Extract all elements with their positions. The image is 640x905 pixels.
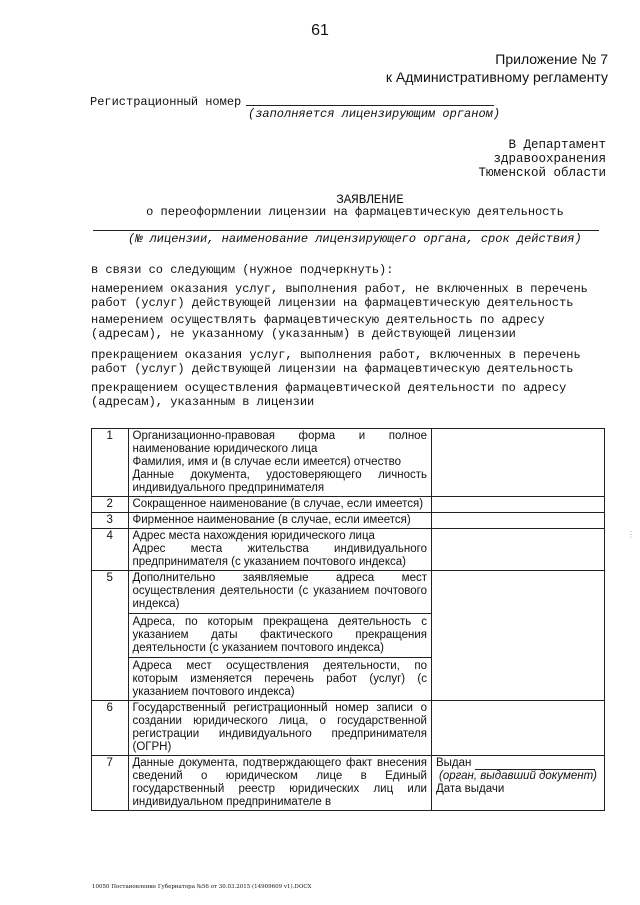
row7-description: Данные документа, подтверждающего факт внесения сведений о юридическом лице в Единый государственный реестр юридических лиц или индивидуальном предпринимателе в — [128, 756, 431, 811]
row5-c: Адреса мест осуществления деятельности, по которым изменяется перечень работ (услуг) (с указанием почтового индекса) — [129, 657, 431, 699]
addressee-line-1: В Департамент — [508, 138, 606, 152]
row-number: 5 — [92, 571, 129, 701]
document-subtitle: о переоформлении лицензии на фармацевтическую деятельность — [146, 205, 564, 219]
registration-label: Регистрационный номер — [90, 95, 242, 109]
row2-value[interactable] — [431, 497, 604, 513]
footer-file-reference: 10050 Постановление Губернатора №56 от 30.03.2015 (14909609 v1).DOCX — [92, 884, 312, 890]
row-number: 1 — [92, 429, 129, 497]
row-number: 4 — [92, 529, 129, 571]
reason-1-line-1: намерением оказания услуг, выполнения работ, не включенных в перечень — [91, 282, 588, 296]
addressee-line-3: Тюменской области — [478, 166, 606, 180]
reason-4[interactable] — [91, 381, 591, 409]
row-number: 2 — [92, 497, 129, 513]
row6-value[interactable] — [431, 701, 604, 756]
appendix-line-2: к Административному регламенту — [385, 69, 608, 85]
application-table — [91, 428, 605, 811]
table-row — [92, 701, 605, 756]
appendix-header — [386, 50, 608, 86]
row4-a: Адрес места нахождения юридического лица — [132, 530, 375, 542]
reason-4-line-1: прекращением осуществления фармацевтической деятельности по адресу — [91, 381, 567, 395]
table-row — [92, 529, 605, 571]
row5-a: Дополнительно заявляемые адреса мест осуществления деятельности (с указанием почтового индекса) — [132, 572, 427, 610]
row1-b: Фамилия, имя и (в случае если имеется) отчество — [132, 456, 401, 468]
appendix-line-1: Приложение № 7 — [495, 51, 608, 67]
row5-description — [128, 571, 431, 701]
document-title: ЗАЯВЛЕНИЕ — [336, 193, 404, 207]
issue-date-label: Дата выдачи — [435, 783, 505, 795]
row5-value[interactable] — [431, 571, 604, 701]
reason-3[interactable] — [91, 348, 591, 376]
row1-c: Данные документа, удостоверяющего личность индивидуального предпринимателя — [132, 469, 427, 494]
reason-1[interactable] — [91, 282, 591, 310]
row1-value[interactable] — [431, 429, 604, 497]
reason-4-line-2: (адресам), указанным в лицензии — [91, 395, 315, 409]
reason-3-line-2: работ (услуг) действующей лицензии на фармацевтическую деятельность — [91, 362, 574, 376]
row-number: 3 — [92, 513, 129, 529]
reason-2-line-1: намерением осуществлять фармацевтическую деятельность по адресу — [91, 313, 545, 327]
issued-label: Выдан — [435, 757, 472, 769]
license-field[interactable] — [93, 230, 599, 231]
table-row — [92, 497, 605, 513]
table-row — [92, 756, 605, 811]
table-row — [92, 429, 605, 497]
registration-number-field[interactable] — [246, 105, 494, 106]
reason-2-line-2: (адресам), не указанному (указанным) в действующей лицензии — [91, 327, 516, 341]
reason-3-line-1: прекращением оказания услуг, выполнения работ, включенных в перечень — [91, 348, 581, 362]
row7-value[interactable] — [431, 756, 604, 811]
addressee — [478, 138, 606, 180]
addressee-line-2: здравоохранения — [493, 152, 606, 166]
row3-description: Фирменное наименование (в случае, если имеется) — [128, 513, 431, 529]
table-row — [92, 513, 605, 529]
row-number: 7 — [92, 756, 129, 811]
table-row — [92, 571, 605, 701]
row4-description — [128, 529, 431, 571]
row4-b: Адрес места жительства индивидуального предпринимателя (с указанием почтового индекса) — [132, 543, 427, 568]
reasons-intro: в связи со следующим (нужное подчеркнуть): — [91, 263, 394, 277]
registration-hint: (заполняется лицензирующим органом) — [248, 107, 501, 121]
reason-2[interactable] — [91, 313, 591, 341]
row3-value[interactable] — [431, 513, 604, 529]
row1-a: Организационно-правовая форма и полное наименование юридического лица — [132, 430, 427, 455]
issued-hint: (орган, выдавший документ) — [439, 770, 597, 782]
row-number: 6 — [92, 701, 129, 756]
license-hint: (№ лицензии, наименование лицензирующего органа, срок действия) — [128, 232, 582, 246]
reason-1-line-2: работ (услуг) действующей лицензии на фармацевтическую деятельность — [91, 296, 574, 310]
row5-b: Адреса, по которым прекращена деятельность с указанием даты фактического прекращения деятельности (с указанием почтового индекса) — [129, 613, 431, 655]
margin-mark: ⋮ — [627, 530, 635, 539]
row4-value[interactable] — [431, 529, 604, 571]
page-number: 61 — [311, 22, 329, 39]
row2-description: Сокращенное наименование (в случае, если имеется) — [128, 497, 431, 513]
row-description — [128, 429, 431, 497]
row6-description: Государственный регистрационный номер записи о создании юридического лица, о государственной регистрации индивидуального предпринимателя (ОГРН) — [128, 701, 431, 756]
